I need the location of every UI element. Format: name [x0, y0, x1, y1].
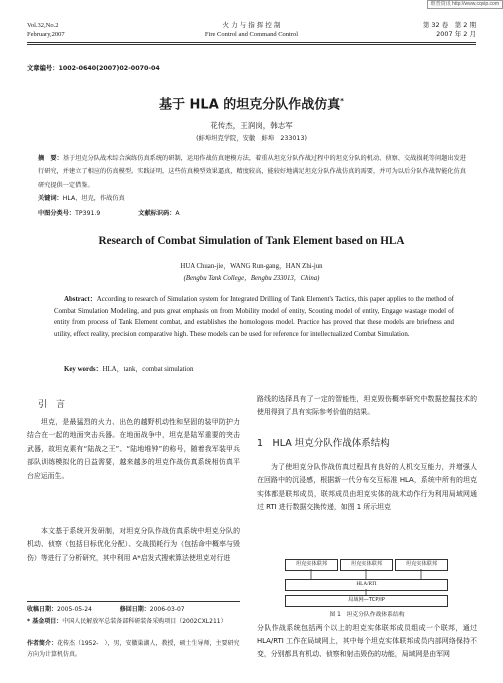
- revised-date: 2006-03-07: [149, 606, 185, 613]
- fund-text: 中国人民解放军总装备部科研装备采购项目（2002CXL211）: [62, 618, 227, 625]
- received-date: 2005-05-24: [57, 606, 92, 613]
- figure-1-caption: 图 1 坦克分队作战体系结构: [329, 612, 405, 618]
- abstract-cn-text: 基于坦克分队战术综合演练仿真系统的研制，运用作战仿真建模方法，着重从坦克分队作战过程中的坦克分队的机动、侦察、交战损耗等问题出发进行研究，并建立了相应的仿真模型。实践证明，这些仿真模型效果逼真，精度较高，能较好地满足坦克分队作战仿真的需要，并可为以后分队作战智能化仿真研究提供一定借鉴。: [38, 155, 466, 189]
- header-date: February,2007: [27, 31, 65, 38]
- right-para-cont: 路线的选择具有了一定的智能性，坦克毁伤概率研究中数据挖掘技术的使用得到了具有实际参考价值的结果。: [257, 395, 477, 417]
- header-journal-en: Fire Control and Command Control: [204, 31, 299, 38]
- article-number: 文章编号：1002-0640(2007)02-0070-04: [27, 65, 160, 72]
- revised-label: 修回日期：: [119, 606, 150, 613]
- keywords-cn-text: HLA，坦克，作战仿真: [62, 195, 125, 202]
- affiliation-en: (Bengbu Tank College，Bengbu 233013，China): [183, 275, 320, 282]
- doc-code-text: A: [175, 210, 180, 217]
- watermark: 维普资讯 http://www.cqvip.com: [427, 0, 503, 9]
- received-label: 收稿日期：: [27, 606, 58, 613]
- section-1-heading: 1 HLA 坦克分队作战体系结构: [257, 438, 390, 449]
- authors-en: HUA Chuan-jie，WANG Run-gang，HAN Zhi-jun: [180, 263, 323, 270]
- doc-code-label: 文献标识码：: [138, 210, 176, 217]
- title-cn-text: 基于 HLA 的坦克分队作战仿真: [159, 97, 341, 113]
- header-rule: [27, 42, 476, 43]
- fig-box-federate-1: 坦克实体联邦: [285, 559, 338, 571]
- abstract-en: [54, 294, 454, 340]
- header-vol: Vol.32,No.2: [27, 22, 59, 29]
- keywords-en: [64, 365, 193, 375]
- right-para-2: 分队作战系统包括两个以上的坦克实体联邦成员组成一个联邦，通过 HLA/RTI 工作在局域网上，其中每个坦克实体联邦成员内部网络保持不变，分别都具有机动、侦察和射击毁伤的功能，局域网是由军网: [257, 624, 477, 659]
- keywords-en-text: HLA，tank，combat simulation: [102, 366, 194, 373]
- classification-line: [38, 209, 180, 219]
- title-cn: [0, 92, 503, 114]
- abstract-en-label: Abstract：: [64, 296, 97, 303]
- author-bio-text: 花传杰（1952- ），男，安徽巢湖人，教授，硕士生导师，主要研究方向为计算机仿真。: [27, 640, 240, 658]
- abstract-en-text: According to research of Simulation system for Integrated Drilling of Tank Element's Tactics, this paper applies to the method of Combat Simulation Modeling, and puts great emphasis on from Mobility model of entity, Scouting model of entity, Engage wastage model of entity from process of Tank Element combat, and establishes the homologous model. Practice has proved that these models are briefness and utility, effect reality, precision comparative high. These models can be used for reference for intellectualized Combat Simulation.: [54, 296, 454, 338]
- abstract-cn-label: 摘 要：: [38, 155, 63, 162]
- abstract-cn: [38, 152, 466, 192]
- header-issue-date-cn: 2007 年 2 月: [436, 30, 476, 38]
- fig-box-federate-3: 坦克实体联邦: [395, 559, 448, 571]
- title-footnote-mark: *: [340, 97, 344, 105]
- intro-para-2: 本文基于系统开发研制，对坦克分队作战仿真系统中坦克分队的机动、侦察（包括目标优化分配）、交战损耗行为（包括命中概率与毁伤）等进行了分析研究，其中利用 A*启发式搜索算法使坦克对行进: [27, 527, 240, 562]
- footnote-fund: [27, 617, 240, 628]
- right-para-1: 为了使坦克分队作战仿真过程具有良好的人机交互能力，并增强人在回路中的沉浸感，根据新一代分布交互标准 HLA，系统中所有的坦克实体都是联邦成员，联邦成员由坦克实体的战术动作行为利用局域网通过 RTI 进行数据交换传递，如图 1 所示坦克: [257, 463, 477, 511]
- intro-heading: 引 言: [38, 400, 66, 410]
- keywords-cn-label: 关键词：: [38, 195, 63, 202]
- fig-connectors: [285, 569, 450, 579]
- footnote-rule: [27, 601, 240, 602]
- fig-box-lan: 局域网—TCP/IP: [285, 595, 448, 607]
- fund-label: * 基金项目：: [27, 618, 63, 625]
- intro-para-1: 坦克，是最猛烈的火力、出色的越野机动性和坚固的装甲防护力结合在一起的地面突击兵器。在地面战争中，坦克是陆军重要的突击武器，故坦克素有“陆战之王”、“陆地堆钟”的称号，随着我军装甲兵部队训练模拟化的日益需要，越来越多的坦克作战仿真系统相仿真平台应运而生。: [27, 418, 240, 480]
- class-no-text: TP391.9: [75, 210, 101, 217]
- keywords-en-label: Key words：: [64, 366, 103, 373]
- author-bio-label: 作者简介：: [27, 640, 58, 647]
- header-journal-cn: 火 力 与 指 挥 控 制: [222, 21, 281, 29]
- footnote-author: [27, 639, 240, 660]
- title-en: Research of Combat Simulation of Tank Element based on HLA: [98, 235, 405, 247]
- authors-cn: 花传杰，王润岗，韩志军: [210, 121, 293, 130]
- class-no-label: 中图分类号：: [38, 210, 76, 217]
- fig-box-federate-2: 坦克实体联邦: [340, 559, 393, 571]
- footnote-dates: [27, 605, 242, 616]
- keywords-cn: [38, 194, 125, 204]
- fig-box-rti: HLA/RTI: [285, 579, 448, 591]
- header-issue-cn: 第 32 卷 第 2 期: [422, 21, 476, 29]
- affiliation-cn: (蚌埠坦克学院，安徽 蚌埠 233013): [196, 135, 307, 142]
